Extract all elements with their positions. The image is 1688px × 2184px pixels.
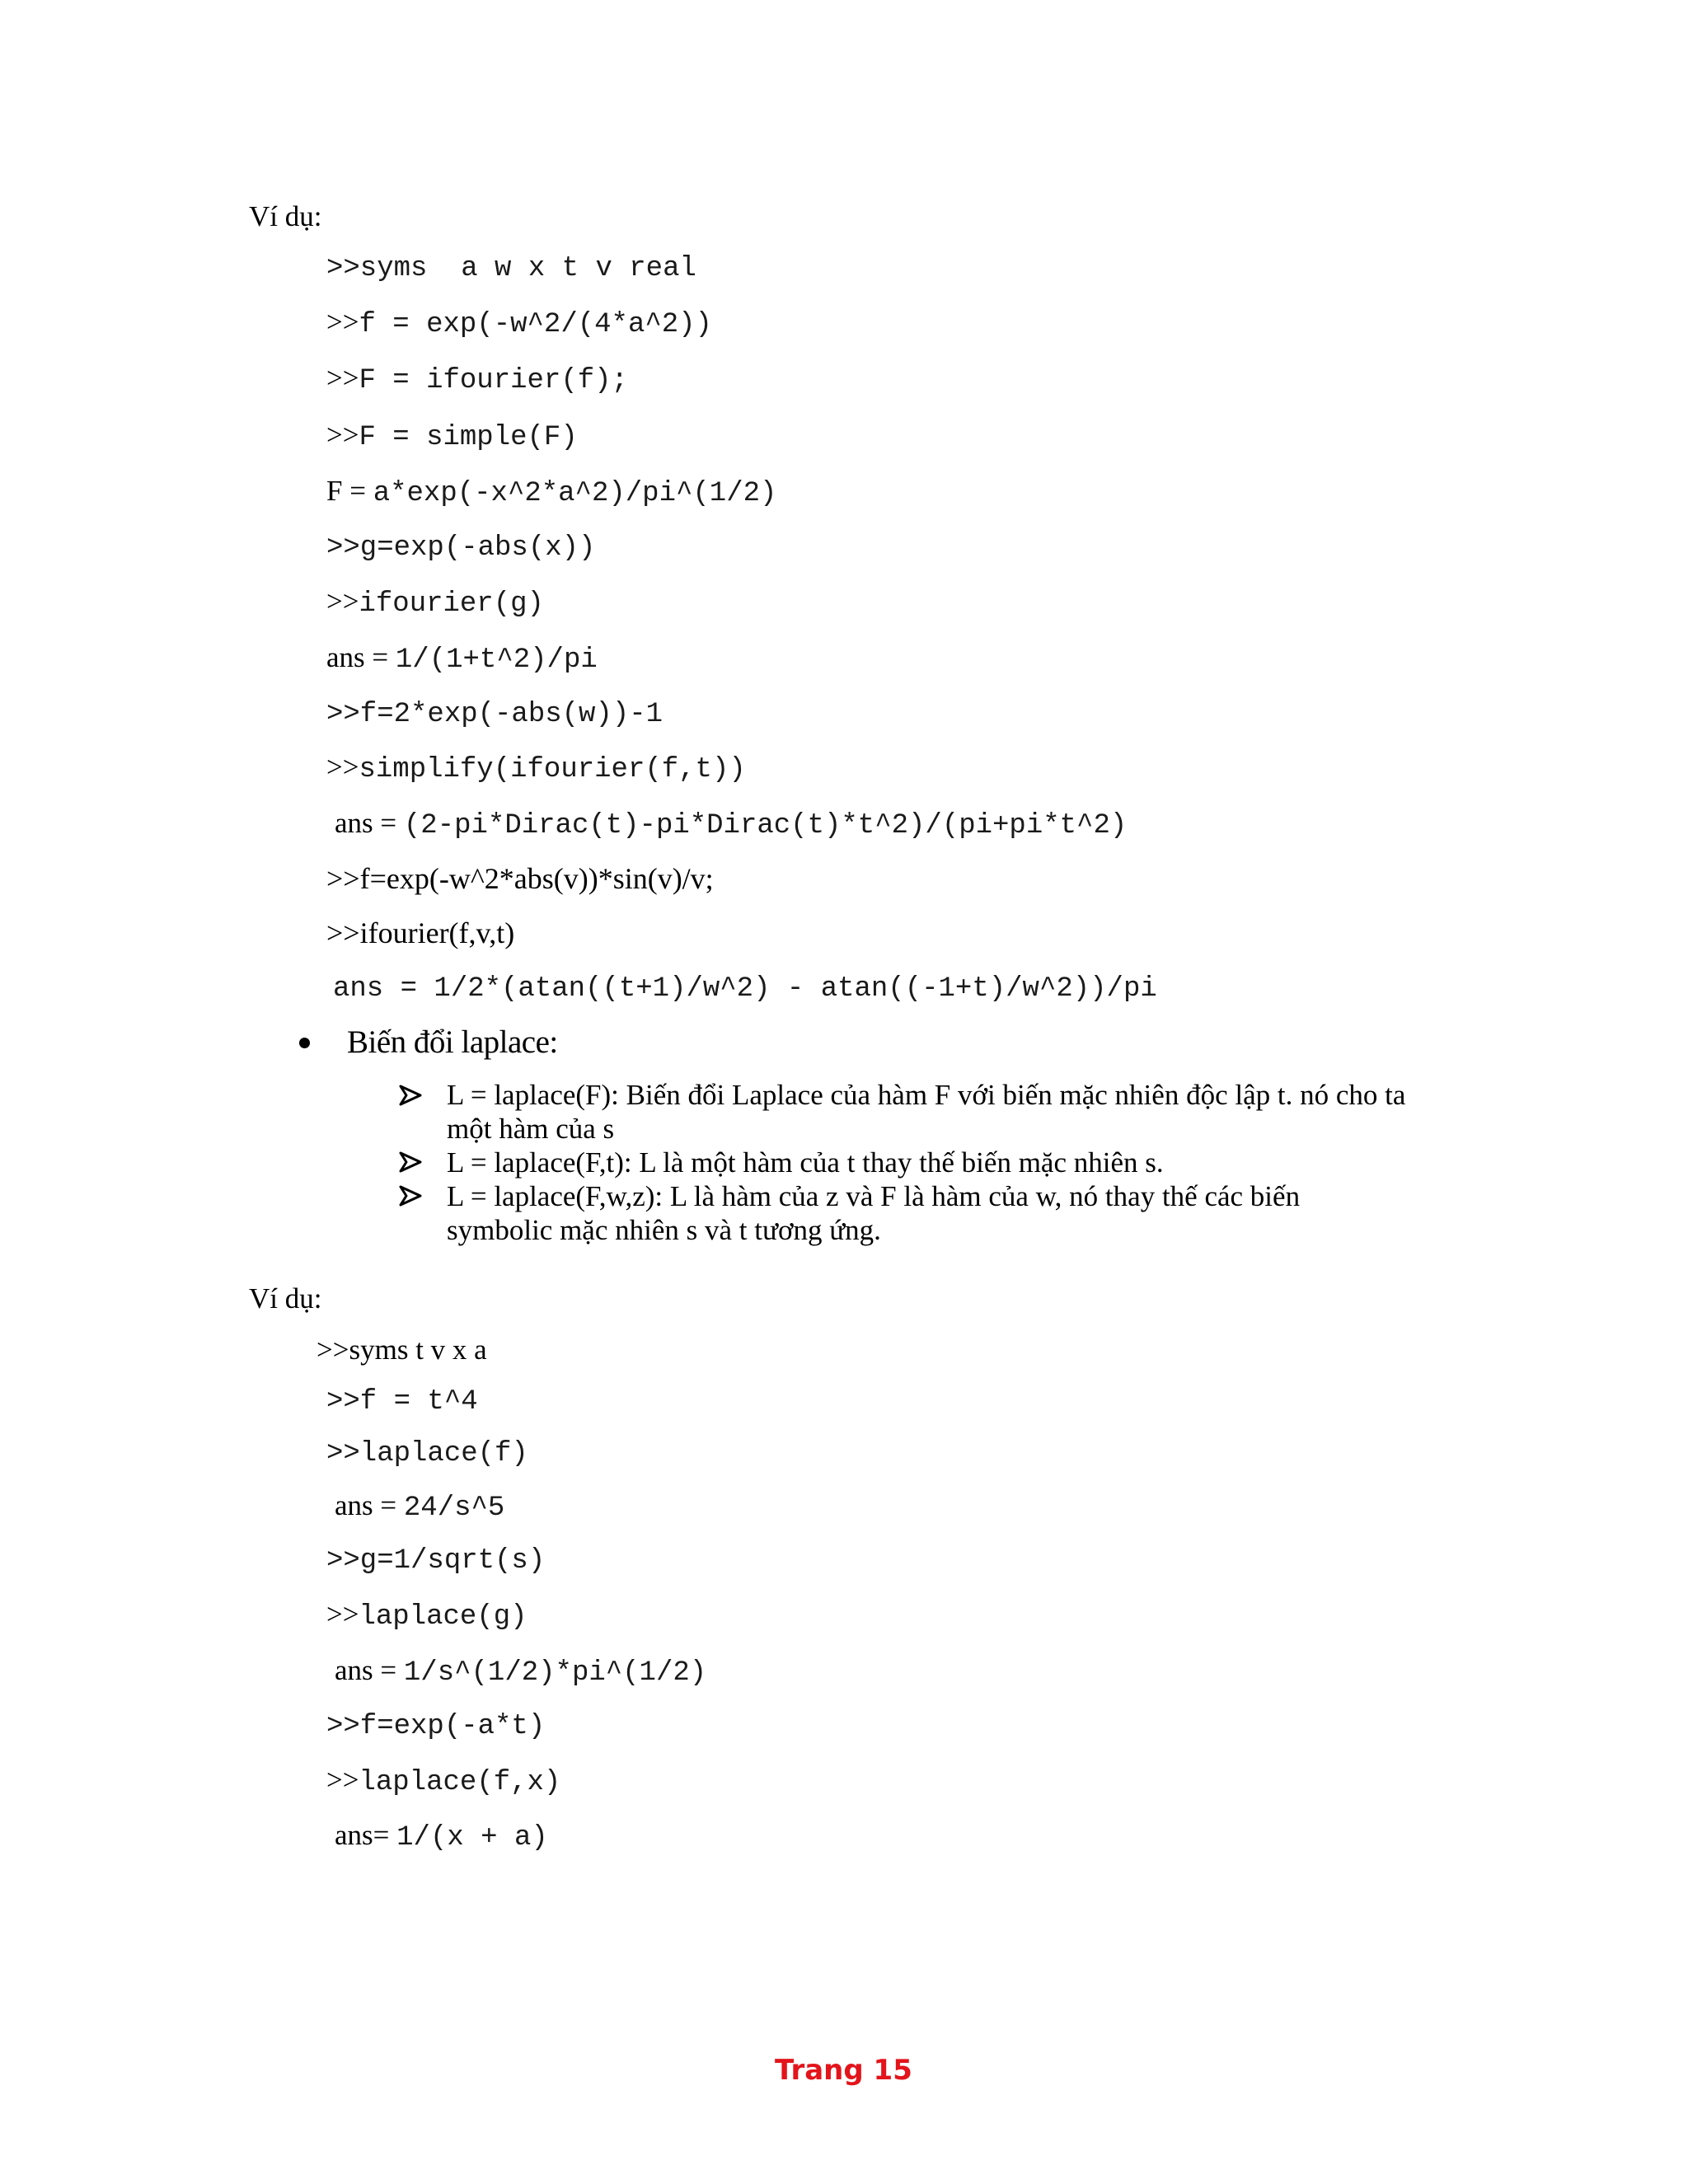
code-line: >>ifourier(f,v,t) xyxy=(326,916,515,949)
definition-item: L = laplace(F): Biến đổi Laplace của hàm F với biến mặc nhiên độc lập t. nó cho ta một hàm của s xyxy=(447,1079,1406,1145)
code-line: >>f = exp(-w^2/(4*a^2)) xyxy=(326,306,712,340)
code-line: >>laplace(g) xyxy=(326,1598,528,1633)
code-line: ans = 1/s^(1/2)*pi^(1/2) xyxy=(335,1654,707,1689)
arrow-bullet-icon xyxy=(399,1151,422,1173)
code-line: >>laplace(f,x) xyxy=(326,1764,561,1798)
code-line: ans= 1/(x + a) xyxy=(335,1819,548,1854)
code-line: ans = 1/2*(atan((t+1)/w^2) - atan((-1+t)/w^2))/pi xyxy=(333,973,1157,1005)
code-line: ans = (2-pi*Dirac(t)-pi*Dirac(t)*t^2)/(pi+pi*t^2) xyxy=(335,807,1128,841)
code-line: F = a*exp(-x^2*a^2)/pi^(1/2) xyxy=(326,475,777,509)
code-line: >>ifourier(g) xyxy=(326,585,544,620)
arrow-bullet-icon xyxy=(399,1185,422,1207)
code-line: >>F = simple(F) xyxy=(326,419,578,453)
code-line: >>f=exp(-a*t) xyxy=(326,1711,546,1742)
code-line: >>g=exp(-abs(x)) xyxy=(326,532,596,564)
code-line: >>g=1/sqrt(s) xyxy=(326,1545,546,1577)
code-line: >>f = t^4 xyxy=(326,1386,478,1418)
arrow-bullet-icon xyxy=(399,1085,422,1106)
code-line: >>f=exp(-w^2*abs(v))*sin(v)/v; xyxy=(326,862,714,895)
example-label-2: Ví dụ: xyxy=(249,1282,322,1315)
code-line: >>simplify(ifourier(f,t)) xyxy=(326,751,746,785)
code-line: >>syms a w x t v real xyxy=(326,253,696,284)
definition-item: L = laplace(F,t): L là một hàm của t thay thế biến mặc nhiên s. xyxy=(447,1146,1164,1179)
code-line: >>syms t v x a xyxy=(316,1333,487,1366)
code-line: ans = 24/s^5 xyxy=(335,1489,505,1524)
bullet-dot xyxy=(299,1038,310,1048)
page-number: Trang 15 xyxy=(775,2054,912,2087)
section-heading: Biến đổi laplace: xyxy=(347,1024,558,1060)
code-line: >>f=2*exp(-abs(w))-1 xyxy=(326,699,663,730)
code-line: ans = 1/(1+t^2)/pi xyxy=(326,641,598,676)
example-label-1: Ví dụ: xyxy=(249,200,322,232)
definition-item: L = laplace(F,w,z): L là hàm của z và F là hàm của w, nó thay thế các biến symbolic mặc nhiên s và t tương ứng. xyxy=(447,1180,1301,1246)
code-line: >>F = ifourier(f); xyxy=(326,362,628,396)
code-line: >>laplace(f) xyxy=(326,1438,528,1469)
